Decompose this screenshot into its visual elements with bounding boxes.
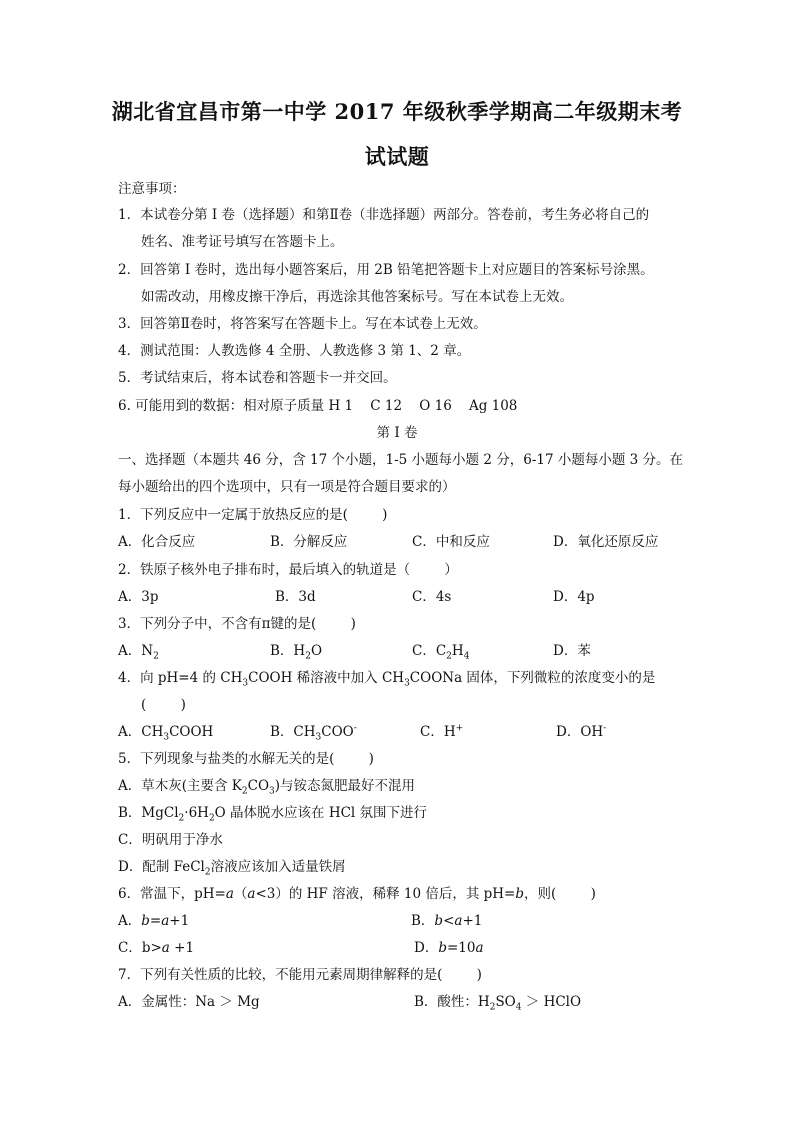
section-intro-cont: 每小题给出的四个选项中，只有一项是符合题目要求的） [118,479,456,495]
notice-item-2: 2．回答第 I 卷时，选出每小题答案后，用 2B 铅笔把答题卡上对应题目的答案标号涂黑。 [118,262,654,278]
question-2-option-c: C．4s [412,589,452,605]
question-3-option-a: A．$N_2$ [118,643,159,662]
question-3-option-c: C．$C_2H_4$ [412,643,470,662]
question-7-option-a: A．金属性：Na ＞ Mg [118,994,260,1010]
question-6-option-a: A．b=a+1 [118,913,190,929]
question-1-option-c: C．中和反应 [412,534,490,550]
question-2-option-a: A．3p [118,589,159,605]
exam-title-line1: 湖北省宜昌市第一中学 2017 年级秋季学期高二年级期末考 [111,99,683,124]
question-5-stem: 5．下列现象与盐类的水解无关的是( ) [118,751,374,767]
question-1-option-a: A．化合反应 [118,534,196,550]
notice-heading: 注意事项： [118,181,186,197]
question-4-option-c: C．H+ [420,723,464,740]
question-6-option-c: C．b>a +1 [118,940,195,956]
notice-item-6: 6. 可能用到的数据：相对原子质量 H 1 C 12 O 16 Ag 108 [118,398,518,414]
notice-item-3: 3．回答第Ⅱ卷时，将答案写在答题卡上。写在本试卷上无效。 [118,316,487,332]
question-6-option-b: B．b<a+1 [411,913,483,929]
question-5-option-c: C．明矾用于净水 [118,832,223,848]
notice-item-1-cont: 姓名、准考证号填写在答题卡上。 [141,234,344,250]
question-4-stem: 4．向 pH=4 的 $CH_3COOH$ 稀溶液中加入 $CH_3COONa$ 固体，下列微粒的浓度变小的是 [118,670,656,689]
question-2-option-d: D．4p [553,589,595,605]
notice-item-4: 4．测试范围：人教选修 4 全册、人教选修 3 第 1、2 章。 [118,343,471,359]
notice-item-1: 1．本试卷分第 I 卷（选择题）和第Ⅱ卷（非选择题）两部分。答卷前，考生务必将自己的 [118,207,650,223]
question-3-stem: 3．下列分子中，不含有π键的是( ) [118,616,356,632]
question-7-option-b: B．酸性：$H_2SO_4$ ＞ HClO [414,994,582,1013]
question-1-option-b: B．分解反应 [270,534,348,550]
question-7-stem: 7．下列有关性质的比较，不能用元素周期律解释的是( ) [118,967,482,983]
section-intro: 一、选择题（本题共 46 分，含 17 个小题，1-5 小题每小题 2 分，6-17 小题每小题 3 分。在 [118,452,684,468]
question-3-option-b: B．$H_2O$ [270,643,323,662]
question-5-option-a: A．草木灰(主要含 $K_2CO_3$)与铵态氮肥最好不混用 [118,778,416,797]
question-4-option-b: B．$CH_3COO^-$ [270,723,357,743]
exam-title-line2: 试试题 [364,144,430,169]
question-6-option-d: D．b=10a [414,940,484,956]
question-2-option-b: B．3d [275,589,316,605]
question-3-option-d: D．苯 [553,643,591,659]
volume-heading: 第 I 卷 [376,425,418,441]
question-1-stem: 1．下列反应中一定属于放热反应的是( ) [118,507,388,523]
question-4-answer-paren: ( ) [141,697,186,713]
pi-symbol: π [261,616,271,632]
question-2-stem: 2．铁原子核外电子排布时，最后填入的轨道是（ ） [118,562,458,578]
question-1-option-d: D．氧化还原反应 [553,534,659,550]
question-5-option-b: B．$MgCl_2\cdot 6H_2O$ 晶体脱水应该在 HCl 氛围下进行 [118,805,428,824]
question-4-option-d: D．OH- [556,723,607,740]
question-5-option-d: D．配制 FeCl$_2$溶液应该加入适量铁屑 [118,859,346,878]
notice-item-2-cont: 如需改动，用橡皮擦干净后，再选涂其他答案标号。写在本试卷上无效。 [141,289,573,305]
question-4-option-a: A．$CH_3COOH$ [118,724,214,743]
notice-item-5: 5．考试结束后，将本试卷和答题卡一并交回。 [118,370,397,386]
question-6-stem: 6．常温下，pH=a（a<3）的 HF 溶液，稀释 10 倍后，其 pH=b，则( ) [118,886,596,902]
